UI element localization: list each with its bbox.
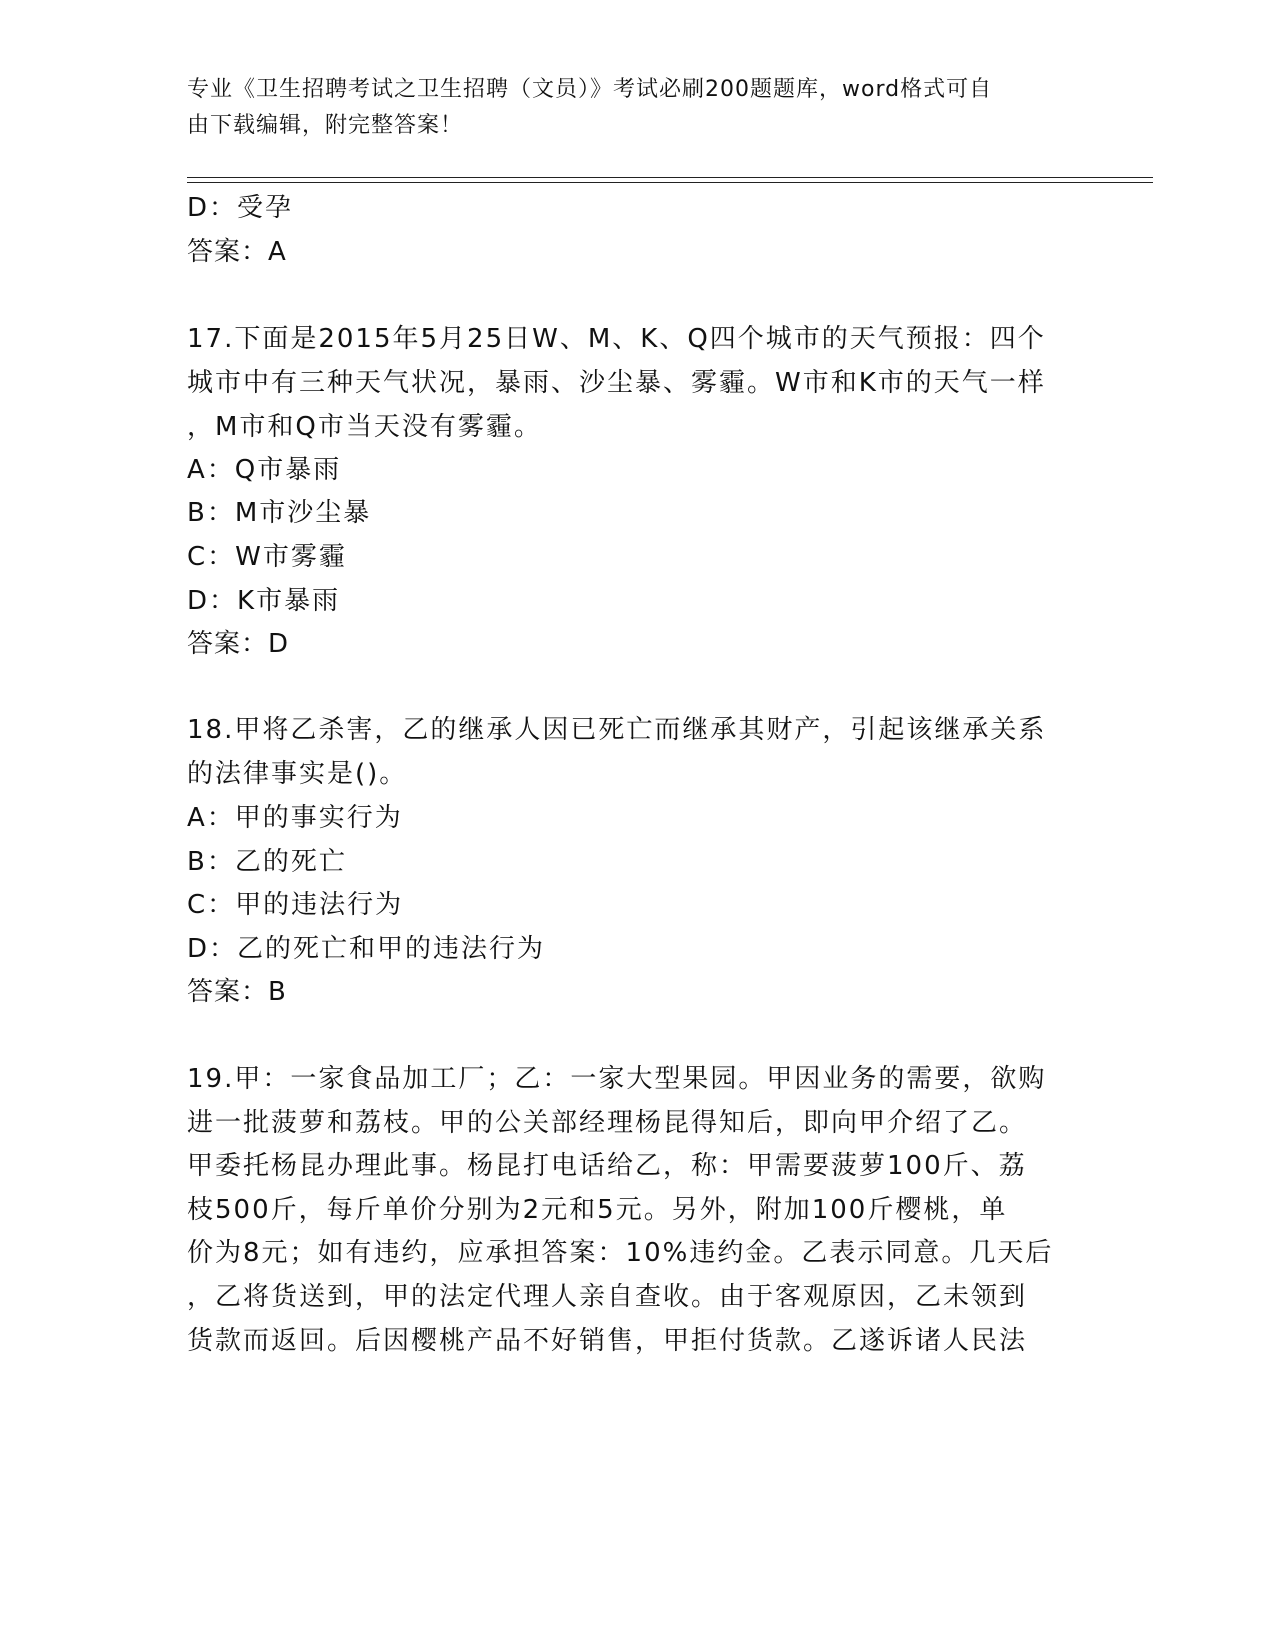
- q17-option-a: A：Q市暴雨: [187, 455, 342, 485]
- q17-option-c: C：W市雾霾: [187, 542, 347, 572]
- q19-stem-line-5: 价为8元；如有违约，应承担答案：10%违约金。乙表示同意。几天后: [187, 1238, 1054, 1268]
- header-divider-top: [187, 177, 1153, 178]
- q18-option-b: B：乙的死亡: [187, 847, 347, 877]
- page-header: [187, 72, 1067, 144]
- q19-stem-line-4: 枝500斤，每斤单价分别为2元和5元。另外，附加100斤樱桃，单: [187, 1195, 1008, 1225]
- q18-option-c: C：甲的违法行为: [187, 890, 404, 920]
- header-divider-bottom: [187, 182, 1153, 183]
- q18-stem-line-1: 18.甲将乙杀害，乙的继承人因已死亡而继承其财产，引起该继承关系: [187, 715, 1047, 745]
- header-line-1: 专业《卫生招聘考试之卫生招聘（文员）》考试必刷200题题库，word格式可自: [187, 77, 993, 102]
- q19-stem-line-7: 货款而返回。后因樱桃产品不好销售，甲拒付货款。乙遂诉诸人民法: [187, 1326, 1028, 1356]
- q19-stem-line-2: 进一批菠萝和荔枝。甲的公关部经理杨昆得知后，即向甲介绍了乙。: [187, 1108, 1028, 1138]
- prev-answer: 答案：A: [187, 237, 287, 267]
- q17-answer: 答案：D: [187, 629, 290, 659]
- q18-answer: 答案：B: [187, 977, 287, 1007]
- q17-stem-line-3: ，M市和Q市当天没有雾霾。: [187, 412, 542, 442]
- q19-stem-line-3: 甲委托杨昆办理此事。杨昆打电话给乙，称：甲需要菠萝100斤、荔: [187, 1151, 1027, 1181]
- q17-option-b: B：M市沙尘暴: [187, 498, 372, 528]
- q17-option-d: D：K市暴雨: [187, 586, 341, 616]
- header-line-2: 由下载编辑，附完整答案！: [187, 113, 464, 138]
- q17-stem-line-1: 17.下面是2015年5月25日W、M、K、Q四个城市的天气预报：四个: [187, 324, 1046, 354]
- q18-option-d: D：乙的死亡和甲的违法行为: [187, 934, 546, 964]
- q17-stem-line-2: 城市中有三种天气状况，暴雨、沙尘暴、雾霾。W市和K市的天气一样: [187, 368, 1046, 398]
- prev-option-d: D：受孕: [187, 193, 294, 223]
- q19-stem-line-1: 19.甲：一家食品加工厂；乙：一家大型果园。甲因业务的需要，欲购: [187, 1064, 1047, 1094]
- q18-stem-line-2: 的法律事实是()。: [187, 759, 408, 789]
- q19-stem-line-6: ，乙将货送到，甲的法定代理人亲自查收。由于客观原因，乙未领到: [187, 1282, 1028, 1312]
- q18-option-a: A：甲的事实行为: [187, 803, 403, 833]
